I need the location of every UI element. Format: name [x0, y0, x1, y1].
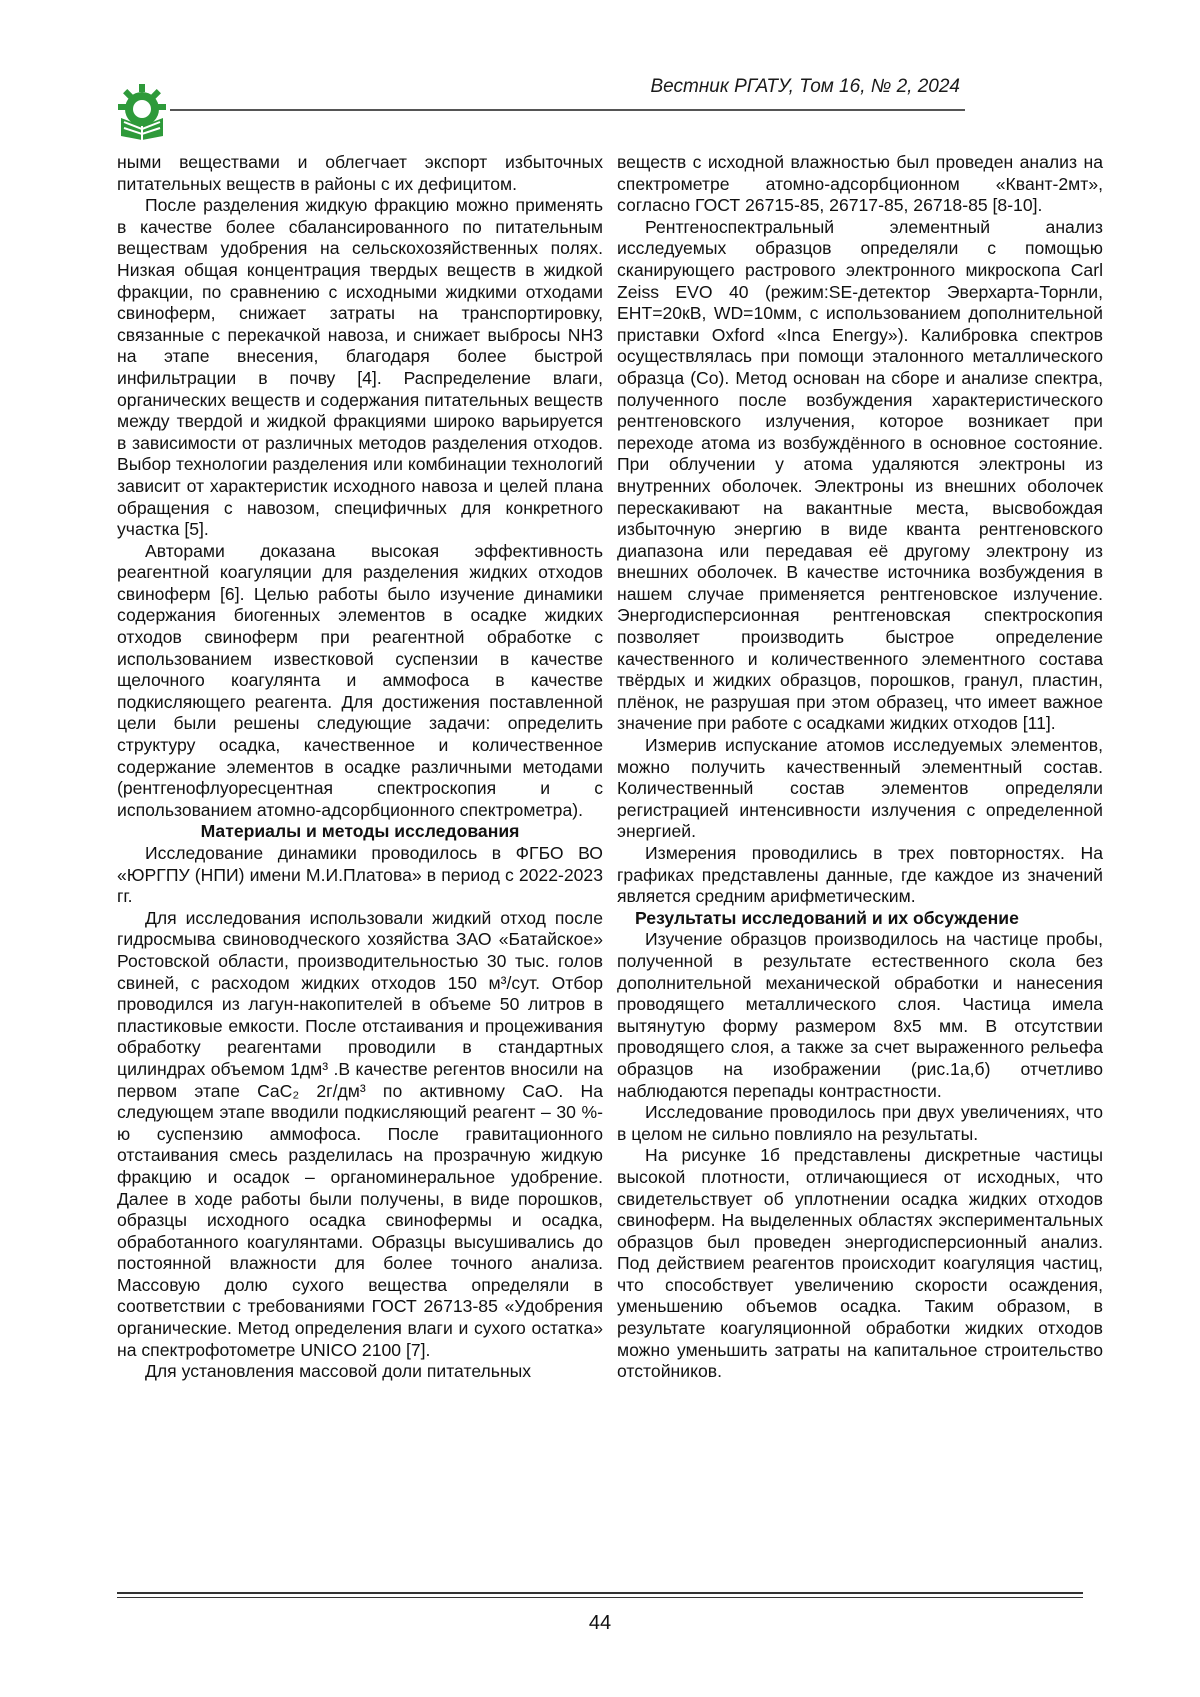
paragraph: Для исследования использовали жидкий отход после гидросмыва свиноводческого хозяйства ЗАО «Батайское» Ростовской области, производительностью 30 тыс. голов свиней, с расходом жидких отходов 150 м³/сут. Отбор проводился из лагун-накопителей в объеме 50 литров в пластиковые емкости. После отстаивания и процеживания обработку реагентами проводили в стандартных цилиндрах объемом 1дм³ .В качестве регентов вносили на первом этапе CaC₂ 2г/дм³ по активному CaO. На следующем этапе вводили подкисляющий реагент – 30 %-ю суспензию аммофоса. После гравитационного отстаивания смесь разделилась на прозрачную жидкую фракцию и осадок – органоминеральное удобрение. Далее в ходе работы были получены, в виде порошков, образцы исходного осадка свинофермы и осадка, обработанного коагулянтами. Образцы высушивались до постоянной влажности для более точного анализа. Массовую долю сухого вещества определяли в соответствии с требованиями ГОСТ 26713-85 «Удобрения органические. Метод определения влаги и сухого остатка» на спектрофотометре UNICO 2100 [7]. [117, 907, 603, 1360]
journal-logo-icon [117, 82, 167, 140]
paragraph: Измерив испускание атомов исследуемых элементов, можно получить качественный элементный состав. Количественный состав элементов определяли регистрацией интенсивности излучения с определенной энергией. [617, 735, 1103, 842]
paragraph: Рентгеноспектральный элементный анализ исследуемых образцов определяли с помощью сканирующего растрового электронного микроскопа Carl Zeiss EVO 40 (режим:SE-детектор Эверхарта-Торнли, EHT=20кВ, WD=10мм, с использованием дополнительной приставки Oxford «Inca Energy»). Калибровка спектров осуществлялась при помощи эталонного металлического образца (Co). Метод основан на сборе и анализе спектра, полученного после возбуждения характеристического рентгеновского излучения, которое возникает при переходе атома из возбуждённого в основное состояние. При облучении у атома удаляются электроны из внутренних оболочек. Электроны из внешних оболочек перескакивают на вакантные места, высвобождая избыточную энергию в виде кванта рентгеновского диапазона или передавая её другому электрону из внешних оболочек. В качестве источника возбуждения в нашем случае применяется рентгеновское излучение. Энергодисперсионная рентгеновская спектроскопия позволяет производить быстрое определение качественного и количественного элементного состава твёрдых и жидких образцов, порошков, гранул, пластин, плёнок, не разрушая при этом образец, что имеет важное значение при работе с осадками жидких отходов [11]. [617, 216, 1103, 734]
paragraph: Изучение образцов производилось на частице пробы, полученной в результате естественного скола без дополнительной механической обработки и нанесения проводящего металлического слоя. Частица имела вытянутую форму размером 8х5 мм. В отсутствии проводящего слоя, а также за счет выраженного рельефа образцов на изображении (рис.1а,б) отчетливо наблюдаются перепады контрастности. [617, 929, 1103, 1101]
right-column [617, 152, 1103, 1383]
section-heading: Результаты исследований и их обсуждение [635, 907, 1019, 928]
left-column [117, 152, 603, 1383]
header-divider [170, 109, 965, 111]
journal-title: Вестник РГАТУ, Том 16, № 2, 2024 [650, 76, 960, 97]
paragraph: На рисунке 1б представлены дискретные частицы высокой плотности, отличающиеся от исходных, что свидетельствует об уплотнении осадка жидких отходов свиноферм. На выделенных областях экспериментальных образцов был проведен энергодисперсионный анализ. Под действием реагентов происходит коагуляция частиц, что способствует увеличению скорости осаждения, уменьшению объемов осадка. Таким образом, в результате коагуляционной обработки жидких отходов можно уменьшить затраты на капитальное строительство отстойников. [617, 1145, 1103, 1382]
paragraph: Исследование динамики проводилось в ФГБО ВО «ЮРГПУ (НПИ) имени М.И.Платова» в период с 2022-2023 гг. [117, 843, 603, 907]
paragraph: После разделения жидкую фракцию можно применять в качестве более сбалансированного по питательным веществам удобрения на сельскохозяйственных полях. Низкая общая концентрация твердых веществ в жидкой фракции, по сравнению с исходными жидкими отходами свиноферм, снижает затраты на транспортировку, связанные с перекачкой навоза, и снижает выбросы NH3 на этапе внесения, благодаря более быстрой инфильтрации в почву [4]. Распределение влаги, органических веществ и содержания питательных веществ между твердой и жидкой фракциями широко варьируется в зависимости от различных методов разделения отходов. Выбор технологии разделения или комбинации технологий зависит от характеристик исходного навоза и целей плана обращения с навозом, специфичных для конкретного участка [5]. [117, 195, 603, 540]
paragraph: Для установления массовой доли питательных [145, 1361, 532, 1382]
paragraph: веществ с исходной влажностью был проведен анализ на спектрометре атомно-адсорбционном «Квант-2мт», согласно ГОСТ 26715-85, 26717-85, 26718-85 [8-10]. [617, 152, 1103, 216]
paragraph: Исследование проводилось при двух увеличениях, что в целом не сильно повлияло на результаты. [617, 1102, 1103, 1144]
footer-divider [117, 1592, 1083, 1594]
paragraph: Измерения проводились в трех повторностях. На графиках представлены данные, где каждое из значений является средним арифметическим. [617, 843, 1103, 907]
section-heading: Материалы и методы исследования [200, 821, 520, 842]
paragraph: Авторами доказана высокая эффективность реагентной коагуляции для разделения жидких отходов свиноферм [6]. Целью работы было изучение динамики содержания биогенных элементов в осадке жидких отходов свиноферм при реагентной обработке с использованием известковой суспензии в качестве щелочного коагулянта и аммофоса в качестве подкисляющего реагента. Для достижения поставленной цели были решены следующие задачи: определить структуру осадка, качественное и количественное содержание элементов в осадке различными методами (рентгенофлуоресцентная спектроскопия и с использованием атомно-адсорбционного спектрометра). [117, 540, 603, 820]
footer-divider [117, 1597, 1083, 1598]
page-number: 44 [588, 1612, 612, 1634]
paragraph: ными веществами и облегчает экспорт избыточных питательных веществ в районы с их дефицитом. [117, 152, 603, 194]
